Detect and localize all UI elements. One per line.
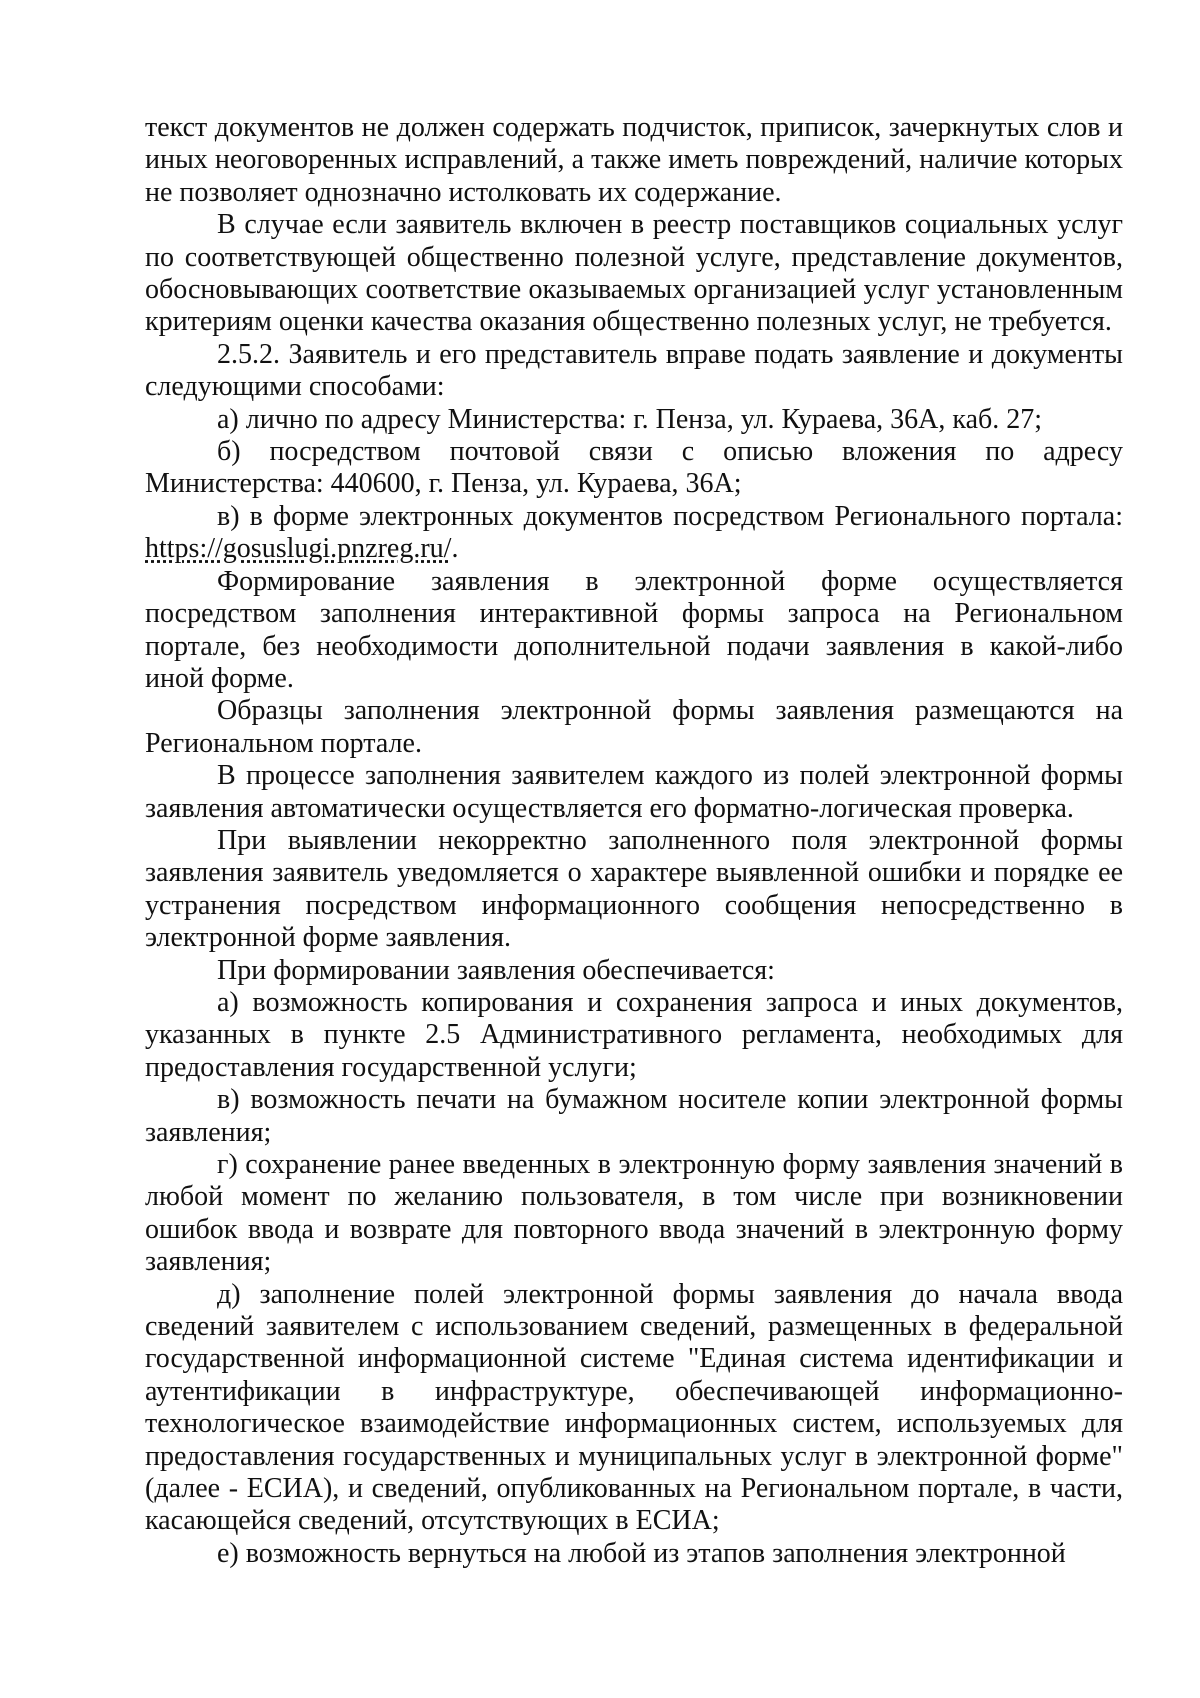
paragraph-electronic-form: Формирование заявления в электронной форме осуществляется посредством заполнения интерактивной формы запроса на Региональном портале, без необходимости дополнительной подачи заявления в какой-либо иной форме. bbox=[145, 565, 1123, 694]
feature-item-d-autofill-esia: д) заполнение полей электронной формы заявления до начала ввода сведений заявителем с использованием сведений, размещенных в федеральной государственной информационной системе "Единая система идентификации и аутентификации в инфраструктуре, обеспечивающей информационно-технологическое взаимодействие информационных систем, используемых для предоставления государственных и муниципальных услуг в электронной форме" (далее - ЕСИА), и сведений, опубликованных на Региональном портале, в части, касающейся сведений, отсутствующих в ЕСИА; bbox=[145, 1278, 1123, 1537]
paragraph-document-requirements: текст документов не должен содержать подчисток, приписок, зачеркнутых слов и иных неоговоренных исправлений, а также иметь повреждений, наличие которых не позволяет однозначно истолковать их содержание. bbox=[145, 112, 1123, 208]
feature-item-g-save-values: г) сохранение ранее введенных в электронную форму заявления значений в любой момент по желанию пользователя, в том числе при возникновении ошибок ввода и возврате для повторного ввода значений в электронную форму заявления; bbox=[145, 1149, 1123, 1278]
list-item-b-postal: б) посредством почтовой связи с описью вложения по адресу Министерства: 440600, г. Пенза, ул. Кураева, 36А; bbox=[145, 436, 1123, 500]
feature-item-a-copy-save: а) возможность копирования и сохранения запроса и иных документов, указанных в пункте 2.5 Административного регламента, необходимых для предоставления государственной услуги; bbox=[145, 986, 1123, 1083]
feature-item-v-print: в) возможность печати на бумажном носителе копии электронной формы заявления; bbox=[145, 1084, 1123, 1148]
list-item-v-electronic bbox=[145, 501, 1123, 566]
document-page bbox=[145, 112, 1123, 1570]
paragraph-validation: В процессе заполнения заявителем каждого из полей электронной формы заявления автоматически осуществляется его форматно-логическая проверка. bbox=[145, 760, 1123, 824]
list-item-v-end: . bbox=[451, 533, 459, 565]
paragraph-2-5-2: 2.5.2. Заявитель и его представитель вправе подать заявление и документы следующими способами: bbox=[145, 338, 1123, 403]
list-item-a-in-person: а) лично по адресу Министерства: г. Пенза, ул. Кураева, 36А, каб. 27; bbox=[217, 403, 1043, 435]
paragraph-error-notification: При выявлении некорректно заполненного поля электронной формы заявления заявитель уведомляется о характере выявленной ошибки и порядке ее устранения посредством информационного сообщения непосредственно в электронной форме заявления. bbox=[145, 824, 1123, 954]
paragraph-samples: Образцы заполнения электронной формы заявления размещаются на Региональном портале. bbox=[145, 695, 1123, 759]
list-item-v-text: в) в форме электронных документов посредством Регионального портала: bbox=[217, 500, 1123, 532]
regional-portal-link[interactable]: https://gosuslugi.pnzreg.ru/ bbox=[145, 533, 452, 565]
paragraph-registry-exemption: В случае если заявитель включен в реестр поставщиков социальных услуг по соответствующей общественно полезной услуге, представление документов, обосновывающих соответствие оказываемых организацией услуг установленным критериям оценки качества оказания общественно полезных услуг, не требуется. bbox=[145, 209, 1123, 338]
feature-item-e-return-steps: е) возможность вернуться на любой из этапов заполнения электронной bbox=[217, 1537, 1066, 1569]
paragraph-provided-features: При формировании заявления обеспечивается: bbox=[217, 954, 775, 986]
